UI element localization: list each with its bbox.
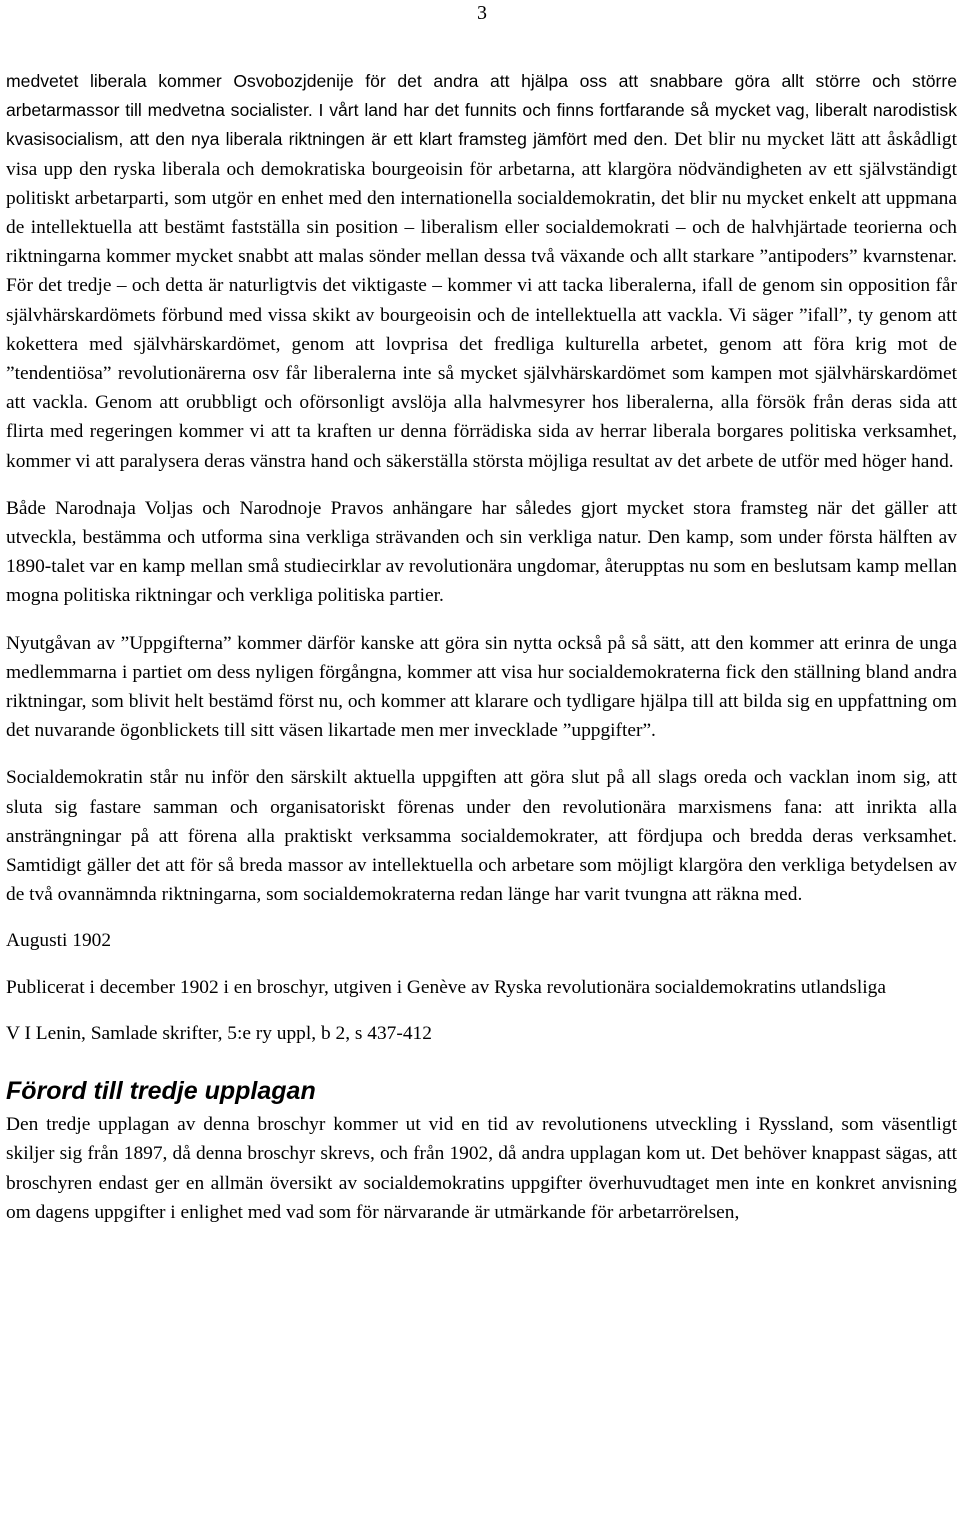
document-body <box>6 67 957 1227</box>
section-paragraph-1: Den tredje upplagan av denna broschyr kommer ut vid en tid av revolutionens utveckling i Ryssland, som väsentligt skiljer sig från 1897, då denna broschyr skrevs, och från 1902, då andra upplagan kom ut. Det behöver knappast sägas, att broschyren endast ger en allmän översikt av socialdemokratins uppgifter överhuvudtaget men inte en konkret anvisning om dagens uppgifter i enlighet med vad som för närvarande är utmärkande för arbetarrörelsen, <box>6 1114 957 1223</box>
paragraph-3: Nyutgåvan av ”Uppgifterna” kommer därför kanske att göra sin nytta också på så sätt, att den kommer att erinra de unga medlemmarna i partiet om dess nyligen förgångna, kommer att visa hur socialdemokraterna fick den ställning bland andra riktningar, som blivit helt bestämd först nu, och kommer att klarare och tydligare hjälpa till att bilda sig en uppfattning om det nuvarande ögonblickets till sitt väsen likartade men mer invecklade ”uppgifter”. <box>6 632 957 742</box>
paragraph-2: Både Narodnaja Voljas och Narodnoje Pravos anhängare har således gjort mycket stora framsteg när det gäller att utveckla, bestämma och utforma sina verkliga strävanden och sin verkliga natur. Den kamp, som under första hälften av 1890-talet var en kamp mellan små studiecirklar av revolutionära ungdomar, återupptas nu som en beslutsam kamp mellan mogna politiska riktningar och verkliga politiska partier. <box>6 497 957 607</box>
section-heading: Förord till tredje upplagan <box>6 1077 316 1106</box>
paragraph-1 <box>6 67 957 476</box>
paragraph-4: Socialdemokratin står nu inför den särskilt aktuella uppgiften att göra slut på all slags oreda och vacklan inom sig, att sluta sig fastare samman och organisatoriskt förenas under den revolutionära marxismens fana: att inrikta alla ansträngningar på att förena alla praktiskt verksamma socialdemokrater, att fördjupa och bredda deras verksamhet. Samtidigt gäller det att för så breda massor av intellektuella och arbetare som möjligt klargöra den verkliga betydelsen av de två ovannämnda riktningarna, som socialdemokraterna redan länge har varit tvungna att räkna med. <box>6 767 957 906</box>
paragraph-1-sans-run: medvetet liberala kommer Osvobozjdenije för det andra att hjälpa oss att snabbare göra allt större och större arbetarmassor till medvetna socialister. I vårt land har det funnits och finns fortfarande så mycket vag, liberalt narodistisk kvasisocialism, att den nya liberala riktningen är ett klart framsteg jämfört med den. <box>6 71 957 150</box>
page-number: 3 <box>477 2 487 24</box>
source-citation: V I Lenin, Samlade skrifter, 5:e ry uppl, b 2, s 437-412 <box>6 1022 432 1044</box>
paragraph-1-serif-run: Det blir nu mycket lätt att åskådligt visa upp den ryska liberala och demokratiska bourgeoisin för arbetarna, att klargöra nödvändigheten av ett självständigt politiskt arbetarparti, som utgör en enhet med den internationella socialdemokratin, det blir nu mycket enkelt att uppmana de intellektuella att bestämt fastställa sin position – liberalism eller socialdemokrati – och de halvhjärtade teorierna och riktningarna kommer mycket snabbt att malas sönder mellan dessa två växande och allt starkare ”antipoders” kvarnstenar. För det tredje – och detta är naturligtvis det viktigaste – kommer vi att tacka liberalerna, ifall de genom sin opposition får självhärskardömets förbund med vissa skikt av bourgeoisin och de intellektuella att vackla. Vi säger ”ifall”, ty genom att kokettera med självhärskardömet, genom att lovprisa det fredliga kulturella arbetet, genom att föra krig mot de ”tendentiösa” revolutionärerna osv får liberalerna inte så mycket självhärskardömet som kampen mot självhärskardömet att vackla. Genom att orubbligt och oförsonligt avslöja alla halvmesyrer hos liberalerna, alla försök från deras sida att flirta med regeringen kommer vi att ta kraften ur denna förrädiska sida av herrar liberala borgares politiska verksamhet, kommer vi att paralysera deras vänstra hand och säkerställa största möjliga resultat av det arbete de utför med höger hand. <box>6 129 957 472</box>
date-line: Augusti 1902 <box>6 930 112 952</box>
publication-note: Publicerat i december 1902 i en broschyr, utgiven i Genève av Ryska revolutionära socialdemokratins utlandsliga <box>6 976 886 998</box>
